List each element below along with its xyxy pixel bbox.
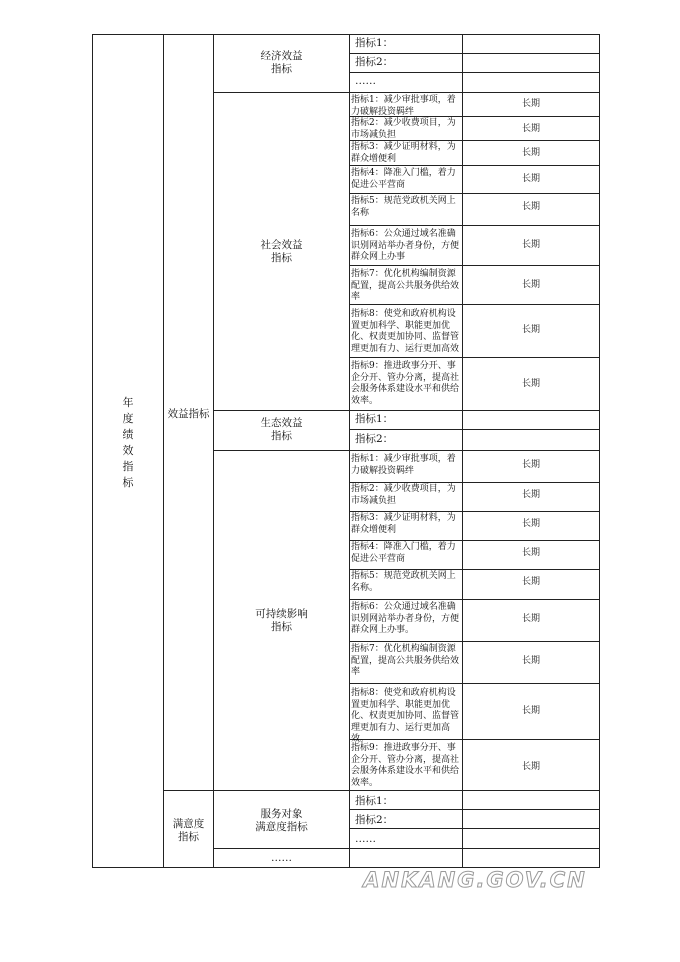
- economic-placeholder: ……: [355, 75, 376, 87]
- social-indicator-value: 长期: [521, 174, 540, 184]
- sustainable-impact-label: 可持续影响 指标: [255, 608, 308, 633]
- level1-label: 年 度 绩 效 指 标: [122, 396, 134, 489]
- row-divider: [349, 828, 600, 829]
- social-indicator-value: 长期: [521, 99, 540, 109]
- economic-benefit-label: 经济效益 指标: [260, 50, 303, 75]
- satisfaction-placeholder: 指标2：: [355, 814, 394, 826]
- sustainable-indicator-value: 长期: [521, 762, 540, 772]
- social-indicator-text: 指标6：公众通过域名准确识别网站举办者身份，方便群众网上办事: [351, 229, 460, 262]
- social-indicator-text: 指标3：减少证明材料，为群众增便利: [351, 142, 456, 164]
- level2-effect-label: 效益指标: [167, 408, 210, 420]
- ecological-placeholder: 指标1：: [355, 413, 394, 425]
- row-divider-ecological: [213, 410, 600, 411]
- social-indicator-text: 指标7：优化机构编制资源配置，提高公共服务供给效率: [351, 269, 460, 302]
- sustainable-indicator-value: 长期: [521, 519, 540, 529]
- row-divider: [349, 165, 600, 166]
- sustainable-indicator-text: 指标4：降准入门槛，着力促进公平营商: [351, 542, 456, 564]
- social-indicator-text: 指标8：使党和政府机构设置更加科学、职能更加优化、权责更加协同、监督管理更加有力、运行更加高效: [351, 309, 460, 354]
- sustainable-indicator-text: 指标1：减少审批事项，着力破解投资羁绊: [351, 454, 456, 476]
- row-divider: [349, 265, 600, 266]
- ellipsis-label: ……: [271, 852, 292, 864]
- social-indicator-value: 长期: [521, 148, 540, 158]
- satisfaction-placeholder: 指标1：: [355, 795, 394, 807]
- row-divider: [349, 540, 600, 541]
- row-divider: [349, 72, 600, 73]
- social-indicator-value: 长期: [521, 379, 540, 389]
- sustainable-indicator-value: 长期: [521, 490, 540, 500]
- row-divider: [349, 225, 600, 226]
- service-satisfaction-label: 服务对象 满意度指标: [255, 808, 308, 833]
- satisfaction-placeholder: ……: [355, 833, 376, 845]
- social-indicator-value: 长期: [521, 240, 540, 250]
- sustainable-indicator-value: 长期: [521, 460, 540, 470]
- row-divider: [349, 193, 600, 194]
- sustainable-indicator-text: 指标6：公众通过域名准确识别网站举办者身份，方便群众网上办事。: [351, 602, 460, 635]
- social-indicator-text: 指标5：规范党政机关网上名称: [351, 196, 456, 218]
- sustainable-indicator-value: 长期: [521, 614, 540, 624]
- social-indicator-value: 长期: [521, 124, 540, 134]
- social-indicator-text: 指标1：减少审批事项，着力破解投资羁绊: [351, 95, 456, 117]
- economic-placeholder: 指标1：: [355, 37, 394, 49]
- level2-satisfaction-label: 满意度 指标: [172, 818, 205, 843]
- sustainable-indicator-value: 长期: [521, 656, 540, 666]
- sustainable-indicator-value: 长期: [521, 548, 540, 558]
- sustainable-indicator-text: 指标9：推进政事分开、事企分开、管办分离，提高社会服务体系建设水平和供给效率。: [351, 743, 460, 788]
- row-divider: [349, 511, 600, 512]
- col-divider-2: [213, 34, 214, 868]
- row-divider: [349, 599, 600, 600]
- sustainable-indicator-text: 指标2：减少收费项目，为市场减负担: [351, 484, 456, 506]
- row-divider: [349, 569, 600, 570]
- ecological-benefit-label: 生态效益 指标: [260, 417, 303, 442]
- col-divider-4: [462, 34, 463, 868]
- row-divider-sustainable: [213, 450, 600, 451]
- sustainable-indicator-text: 指标3：减少证明材料，为群众增便利: [351, 513, 456, 535]
- row-divider: [349, 683, 600, 684]
- social-indicator-value: 长期: [521, 280, 540, 290]
- row-divider-satisfaction: [163, 790, 600, 791]
- sustainable-indicator-value: 长期: [521, 706, 540, 716]
- sustainable-indicator-text: 指标7：优化机构编制资源配置，提高公共服务供给效率: [351, 644, 460, 677]
- row-divider: [349, 482, 600, 483]
- row-divider: [349, 304, 600, 305]
- social-indicator-text: 指标4：降准入门槛，着力促进公平营商: [351, 168, 456, 190]
- row-divider: [349, 429, 600, 430]
- ecological-placeholder: 指标2：: [355, 433, 394, 445]
- table-right-border: [599, 34, 600, 868]
- row-divider: [349, 641, 600, 642]
- social-benefit-label: 社会效益 指标: [260, 239, 303, 264]
- row-divider: [349, 53, 600, 54]
- sustainable-indicator-value: 长期: [521, 577, 540, 587]
- row-divider-ellipsis: [213, 848, 600, 849]
- social-indicator-value: 长期: [521, 202, 540, 212]
- table-top-border: [92, 34, 600, 35]
- economic-placeholder: 指标2：: [355, 56, 394, 68]
- sustainable-indicator-text: 指标8：使党和政府机构设置更加科学、职能更加优化、权责更加协同、监督管理更加有力、运行更加高效。: [351, 688, 460, 744]
- row-divider-social: [213, 92, 600, 93]
- row-divider: [349, 809, 600, 810]
- col-divider-1: [163, 34, 164, 868]
- social-indicator-text: 指标2：减少收费项目，为市场减负担: [351, 118, 456, 140]
- col-divider-3: [349, 34, 350, 868]
- social-indicator-text: 指标9：推进政事分开、事企分开、管办分离，提高社会服务体系建设水平和供给效率。: [351, 361, 460, 406]
- site-watermark: ANKANG.GOV.CN: [363, 868, 587, 892]
- row-divider: [349, 357, 600, 358]
- social-indicator-value: 长期: [521, 325, 540, 335]
- sustainable-indicator-text: 指标5：规范党政机关网上名称。: [351, 571, 456, 593]
